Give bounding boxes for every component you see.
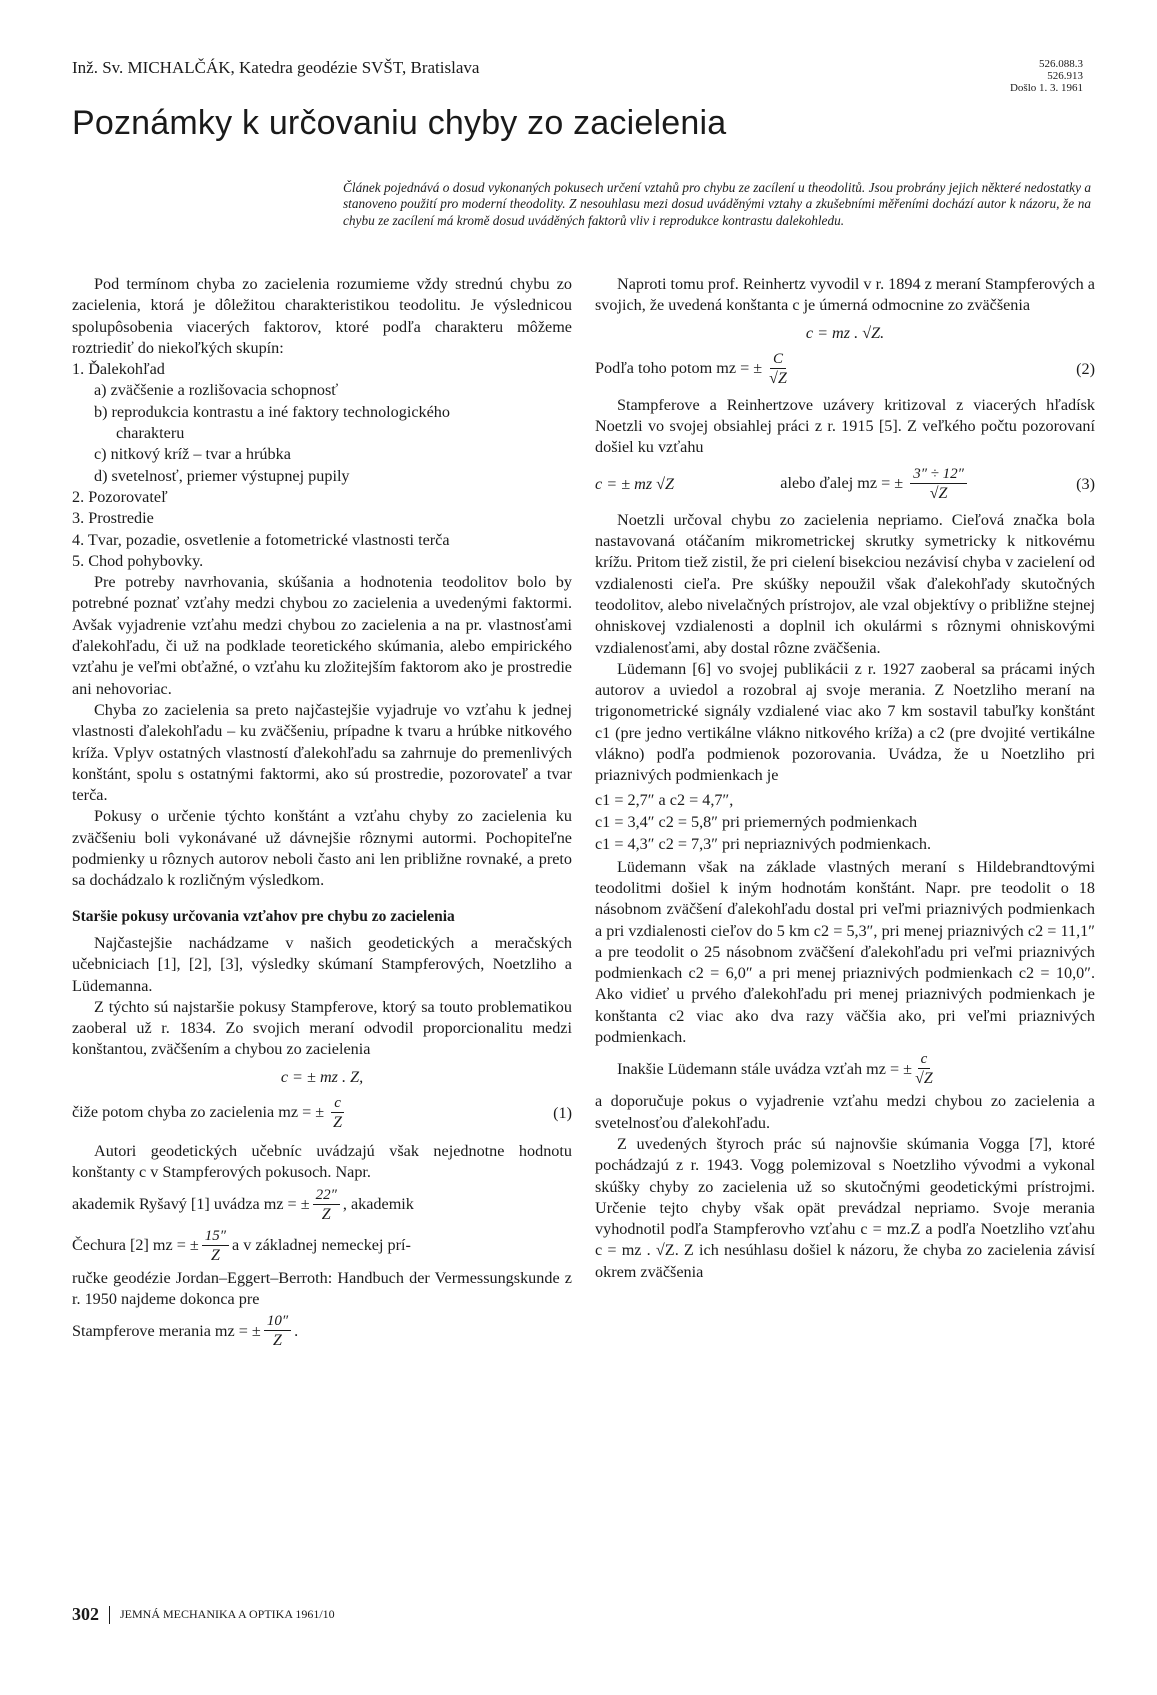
journal-name: JEMNÁ MECHANIKA A OPTIKA 1961/10 bbox=[120, 1607, 335, 1621]
formula-text: , akademik bbox=[342, 1195, 414, 1214]
classification-block bbox=[1010, 58, 1083, 94]
fraction bbox=[264, 1312, 291, 1351]
constant-values bbox=[595, 789, 1095, 855]
numerator: c bbox=[331, 1094, 344, 1113]
list-item: c) nitkový kríž – tvar a hrúbka bbox=[94, 445, 291, 464]
paragraph: Noetzli určoval chybu zo zacielenia nepriamo. Cieľová značka bola nastavovaná otáčaním mikrometrickej skrutky symetricky k nitkovému krížu. Pritom tiež zistil, že pri cielení bisekciou nezávisí chyba v zacielení od vzdialenosti cieľa. Pre skúšky nepoužil však ďalekohľady skutočných teodolitov, alebo nivelačných prístrojov, ale vzal objektívy o približne stejnej ohniskovej vzdialenosti a doplnil ich okulármi s rôznymi ohniskovými vzdialenosťami, aby dostal rôzne zväčšenia. bbox=[595, 510, 1095, 657]
paragraph: Chyba zo zacielenia sa preto najčastejšie vyjadruje vo vzťahu k jednej vlastnosti ďalekohľadu – ku zväčšeniu, prípadne k tvaru a hrúbke nitkového kríža. Vplyv ostatných vlastností ďalekohľadu sa zahrnuje do premenlivých konštánt, spolu s ostatnými faktormi, ako sú prostredie, pozorovateľ a tvar terča. bbox=[72, 700, 572, 805]
formula-text: akademik Ryšavý [1] uvádza mz = ± bbox=[72, 1195, 310, 1214]
paragraph: Autori geodetických učebníc uvádzajú však nejednotne hodnotu konštanty c v Stampferových pokusoch. Napr. bbox=[72, 1141, 572, 1182]
equation: c = mz . √Z. bbox=[805, 323, 885, 342]
equation-text: čiže potom chyba zo zacielenia mz = ± bbox=[72, 1103, 325, 1122]
denominator: √Z bbox=[915, 1070, 933, 1088]
page-number: 302 bbox=[72, 1604, 99, 1624]
paragraph: Pre potreby navrhovania, skúšania a hodnotenia teodolitov bolo by potrebné poznať vzťahy medzi chybou zo zacielenia a uvedenými faktormi. Avšak vyjadrenie vzťahu medzi chybou zo zacielenia a na pr. vlastnosťami ďalekohľadu, či už na podklade teoretického skúmania, alebo empirického vzťahu je veľmi obťažné, o vzťahu ku zložitejším faktorom ako je prostredie ani nehovoriac. bbox=[72, 573, 572, 698]
paragraph: ručke geodézie Jordan–Eggert–Berroth: Handbuch der Vermessungskunde z r. 1950 najdeme dokonca pre bbox=[72, 1268, 572, 1308]
paragraph: Pokusy o určenie týchto konštánt a vzťahu chyby zo zacielenia ku zväčšeniu boli vykonávané už dávnejšie rôznymi autormi. Pochopiteľne podmienky u rôznych autorov neboli často ani len približne rovnaké, a preto sa dochádzalo k rozličným výsledkom. bbox=[72, 807, 572, 890]
formula-text: Stampferove merania mz = ± bbox=[72, 1322, 261, 1341]
paragraph: Lüdemann však na základe vlastných meraní s Hildebrandtovými teodolitmi došiel k iným hodnotám konštánt. Napr. pre teodolit o 18 násobnom zväčšení ďalekohľadu dostal pri veľmi priaznivých podmienkach a pri vzdialenosti cieľov do 5 km c2 = 5,3″, pri menej priaznivých c2 = 11,1″ a pre teodolit o 25 násobnom zväčšení ďalekohľadu pri veľmi priaznivých podmienkach c2 = 6,0″ a pri menej priaznivých podmienkach c2 = 10,0″. Ako vidieť u prvého ďalekohľadu pri menej priaznivých podmienkach je konštanta c2 viac ako dva razy väčšia ako, pri veľmi priaznivých podmienkach. bbox=[595, 857, 1095, 1047]
paragraph: Lüdemann [6] vo svojej publikácii z r. 1927 zaoberal sa prácami iných autorov a uviedol a rozobral aj svoje merania. Z Noetzliho meraní na trigonometrické signály vzdialené viac ako 7 km sostavil tabuľky konštánt c1 (pre jedno vertikálne vlákno nitkového kríža) a c2 (pre dvojité vertikálne vlákno) podľa podmienok pozorovania. Uvádza, že u Noetzliho pri priaznivých podmienkach je bbox=[595, 659, 1095, 785]
list-item: 2. Pozorovateľ bbox=[72, 487, 168, 506]
equation-number: (3) bbox=[1076, 474, 1095, 493]
equation-text: Podľa toho potom mz = ± bbox=[595, 359, 763, 378]
udc-code-1: 526.088.3 bbox=[1039, 58, 1083, 70]
list-item: d) svetelnosť, priemer výstupnej pupily bbox=[94, 466, 350, 485]
list-item: a) zväčšenie a rozlišovacia schopnosť bbox=[94, 381, 339, 400]
equation: c = ± mz . Z, bbox=[280, 1067, 364, 1086]
equation-text: c = ± mz √Z bbox=[595, 474, 675, 493]
received-date: Došlo 1. 3. 1961 bbox=[1009, 82, 1083, 94]
fraction bbox=[769, 350, 787, 389]
equation-1 bbox=[72, 1094, 572, 1133]
fraction bbox=[313, 1186, 340, 1225]
list-item: 4. Tvar, pozadie, osvetlenie a fotometrické vlastnosti terča bbox=[72, 530, 450, 549]
numerator: c bbox=[918, 1050, 931, 1069]
denominator: √Z bbox=[929, 484, 948, 502]
paragraph: Najčastejšie nachádzame v našich geodetických a meračských učebniciach [1], [2], [3], výsledky skúmaní Stampferových, Noetzliho a Lüdemanna. bbox=[72, 933, 572, 995]
fraction bbox=[910, 465, 967, 504]
paragraph: Stampferove a Reinhertzove uzávery kritizoval z viacerých hľadísk Noetzli vo svojej obsiahlej práci z r. 1915 [5]. Z veľkého počtu pozorovaní došiel ku vzťahu bbox=[595, 395, 1095, 457]
divider bbox=[109, 1606, 110, 1624]
list-item: b) reprodukcia kontrastu a iné faktory technologického bbox=[94, 402, 450, 421]
denominator: Z bbox=[210, 1246, 220, 1264]
value-line: c1 = 4,3″ c2 = 7,3″ pri nepriaznivých podmienkach. bbox=[595, 834, 932, 853]
abstract: Článek pojednává o dosud vykonaných pokusech určení vztahů pro chybu ze zacílení u theodolitů. Jsou probrány jejich některé nedostatky a stanoveno použití pro moderní theodolity. Z nesouhlasu mezi dosud uváděnými vztahy a zkušebními měřeními dochází autor k názoru, že na chybu ze zacílení má kromě dosud uváděných faktorů vliv i reprodukce kontrastu dalekohledu. bbox=[343, 180, 1091, 228]
equation-text: alebo ďalej mz = ± bbox=[780, 474, 904, 492]
denominator: √Z bbox=[769, 369, 787, 387]
denominator: Z bbox=[272, 1332, 282, 1350]
formula-text: . bbox=[294, 1322, 299, 1341]
formula-text: Inakšie Lüdemann stále uvádza vzťah mz = ± bbox=[617, 1060, 913, 1079]
fraction bbox=[331, 1094, 344, 1133]
factor-list bbox=[72, 359, 572, 572]
numerator: 22″ bbox=[313, 1186, 340, 1205]
formula-line bbox=[595, 1050, 1095, 1089]
right-column bbox=[595, 274, 1095, 1283]
paragraph: Pod termínom chyba zo zacielenia rozumieme vždy strednú chybu zo zacielenia, ktorá je dôležitou charakteristikou teodolitu. Je výslednicou spolupôsobenia viacerých faktorov, ktoré podľa charakteru môžeme roztriediť do niekoľkých skupín: bbox=[72, 275, 572, 357]
formula-text: Čechura [2] mz = ± bbox=[72, 1236, 199, 1255]
formula-line bbox=[72, 1227, 572, 1266]
paragraph: Naproti tomu prof. Reinhertz vyvodil v r. 1894 z meraní Stampferových a svojich, že uvedená konštanta c je úmerná odmocnine zo zväčšenia bbox=[595, 275, 1095, 315]
equation-2 bbox=[595, 350, 1095, 389]
equation-number: (1) bbox=[553, 1103, 572, 1122]
formula-line bbox=[72, 1312, 572, 1351]
value-line: c1 = 2,7″ a c2 = 4,7″, bbox=[595, 790, 734, 809]
paragraph: a doporučuje pokus o vyjadrenie vzťahu medzi chybou zo zacielenia a svetelnosťou ďalekohľadu. bbox=[595, 1092, 1095, 1132]
paragraph: Z uvedených štyroch prác sú najnovšie skúmania Vogga [7], ktoré pochádzajú z r. 1943. Vogg polemizoval s Noetzliho vývodmi a vykonal skúšky chyby zo zacielenia už so skutočnými geodetickými prístrojmi. Určenie tejto chyby však opät prevádzal nepriamo. Svoje merania vyhodnotil podľa Stampferovho vzťahu c = mz.Z a podľa Noetzliho vzťahu c = mz . √Z. Z ich nesúhlasu došiel k názoru, že chyba zo zacielenia závisí okrem zväčšenia bbox=[595, 1134, 1095, 1281]
paragraph: Z týchto sú najstaršie pokusy Stampferove, ktorý sa touto problematikou zaoberal už r. 1834. Zo svojich meraní odvodil proporcionalitu medzi konštantou, zväčšením a chybou zo zacielenia bbox=[72, 997, 572, 1059]
value-line: c1 = 3,4″ c2 = 5,8″ pri priemerných podmienkach bbox=[595, 812, 918, 831]
author-line: Inž. Sv. MICHALČÁK, Katedra geodézie SVŠT, Bratislava bbox=[72, 58, 480, 77]
list-item: charakteru bbox=[116, 424, 185, 443]
numerator: C bbox=[770, 350, 786, 369]
denominator: Z bbox=[321, 1205, 331, 1223]
udc-code-2: 526.913 bbox=[1047, 70, 1083, 82]
formula-line bbox=[72, 1186, 572, 1225]
list-item: 3. Prostredie bbox=[72, 509, 154, 528]
fraction bbox=[202, 1227, 229, 1266]
list-item: 1. Ďalekohľad bbox=[72, 360, 165, 379]
section-heading: Staršie pokusy určovania vzťahov pre chybu zo zacielenia bbox=[72, 907, 455, 925]
formula-text: a v základnej nemeckej prí- bbox=[232, 1236, 411, 1255]
fraction bbox=[915, 1050, 933, 1089]
numerator: 3″ ÷ 12″ bbox=[910, 465, 967, 484]
numerator: 15″ bbox=[202, 1227, 229, 1246]
page-footer bbox=[72, 1604, 335, 1625]
equation-number: (2) bbox=[1076, 359, 1095, 378]
list-item: 5. Chod pohybovky. bbox=[72, 551, 204, 570]
denominator: Z bbox=[333, 1113, 342, 1131]
left-column bbox=[72, 274, 572, 1353]
article-title: Poznámky k určovaniu chyby zo zacielenia bbox=[72, 104, 727, 142]
numerator: 10″ bbox=[264, 1312, 291, 1331]
equation-3 bbox=[595, 465, 1095, 504]
